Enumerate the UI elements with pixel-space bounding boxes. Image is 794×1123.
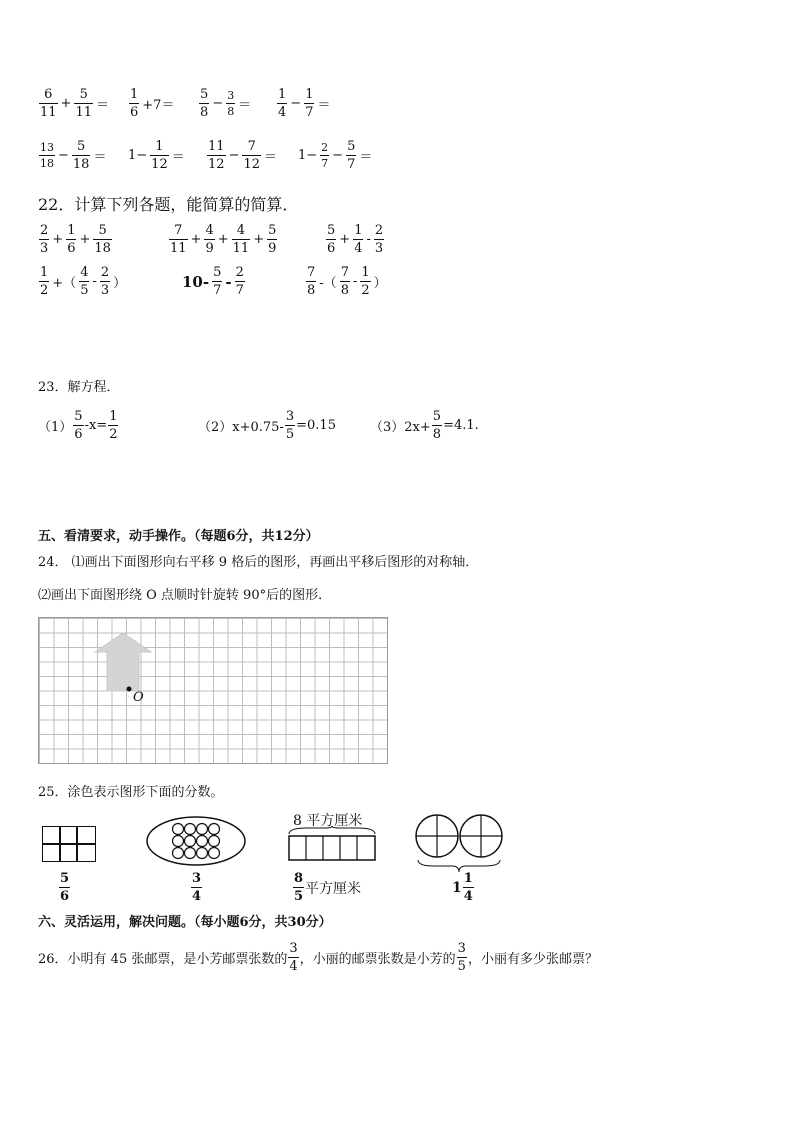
q23-problem2 xyxy=(198,410,336,441)
fraction: $\frac{3}{4}$ xyxy=(192,871,202,904)
problem-label: （1） xyxy=(38,420,73,435)
fraction: $\frac{7}{12}$ xyxy=(243,139,260,172)
fraction: $\frac{5}{6}$ xyxy=(74,409,83,442)
close-paren: ） xyxy=(373,276,387,291)
q21-row1 xyxy=(38,88,111,119)
q25-title: 25．涂色表示图形下面的分数。 xyxy=(38,785,224,800)
fraction: $\frac{13}{18}$ xyxy=(40,141,54,170)
fraction: $\frac{2}{3}$ xyxy=(40,223,49,256)
fraction: $\frac{2}{7}$ xyxy=(235,265,244,298)
equals-sign: ＝ xyxy=(96,98,110,113)
bar-outline xyxy=(289,836,375,860)
q26-part1: 26．小明有 45 张邮票，是小芳邮票张数的 xyxy=(38,952,288,967)
section6-title: 六、灵活运用，解决问题。（每小题6分，共30分） xyxy=(38,915,332,930)
operator: + xyxy=(79,232,91,247)
fraction: $\frac{5}{6}$ xyxy=(60,871,70,904)
square-grid xyxy=(38,617,388,764)
fraction: $\frac{1}{2}$ xyxy=(109,409,118,442)
expression-tail: +7＝ xyxy=(142,98,175,113)
fraction: $\frac{5}{18}$ xyxy=(94,223,111,256)
fraction: $\frac{2}{3}$ xyxy=(374,223,384,256)
arrow-shape xyxy=(95,633,151,691)
q26-part3: ，小丽有多少张邮票？ xyxy=(467,952,598,967)
q25-fraction2 xyxy=(190,872,203,903)
fraction: $\frac{7}{11}$ xyxy=(170,223,187,256)
q24-line2: ⑵画出下面图形绕 O 点顺时针旋转 90°后的图形． xyxy=(38,588,332,603)
operator: - xyxy=(92,274,97,289)
expression-lead: 1− xyxy=(298,148,318,163)
fraction: $\frac{8}{5}$ xyxy=(294,871,304,904)
fraction: $\frac{5}{9}$ xyxy=(268,223,277,256)
fraction: $\frac{1}{4}$ xyxy=(354,223,363,256)
rectangle-figure xyxy=(42,826,96,862)
fraction: $\frac{3}{5}$ xyxy=(285,409,295,442)
fraction: $\frac{4}{5}$ xyxy=(80,265,89,298)
equation-tail: =4.1. xyxy=(443,418,479,433)
section5-title: 五、看清要求，动手操作。（每题6分，共12分） xyxy=(38,529,319,544)
q21-row1-item4 xyxy=(276,88,332,119)
q22-expr6 xyxy=(305,266,389,297)
operator: + xyxy=(60,96,72,111)
ellipse-figure xyxy=(145,815,247,867)
q21-row2-item1 xyxy=(38,140,108,171)
operator: − xyxy=(332,148,344,163)
operator: − xyxy=(212,96,224,111)
arrow-figure xyxy=(39,618,387,763)
q23-problem3 xyxy=(370,410,479,441)
segmented-bar-figure xyxy=(287,826,377,864)
fraction: $\frac{1}{6}$ xyxy=(130,87,139,120)
problem-label: （3）2x+ xyxy=(370,420,431,435)
operator: - xyxy=(352,274,358,289)
fraction: $\frac{3}{4}$ xyxy=(289,941,298,974)
q25-fraction3 xyxy=(292,872,361,903)
q26-text xyxy=(38,942,598,973)
equals-sign: ＝ xyxy=(264,150,278,165)
fraction: $\frac{5}{11}$ xyxy=(75,87,92,120)
top-brace xyxy=(289,826,375,834)
fraction: $\frac{1}{4}$ xyxy=(463,871,473,904)
rotation-point xyxy=(127,687,132,692)
fraction: $\frac{5}{7}$ xyxy=(347,139,356,172)
fraction: $\frac{4}{11}$ xyxy=(232,223,250,256)
equals-sign: ＝ xyxy=(359,150,373,165)
problem-label: （2）x+0.75- xyxy=(198,420,284,435)
equals-sign: ＝ xyxy=(93,150,107,165)
fraction: $\frac{3}{5}$ xyxy=(457,941,466,974)
q25-fraction4 xyxy=(452,872,475,903)
fraction: $\frac{4}{9}$ xyxy=(205,223,214,256)
operator: + xyxy=(253,232,265,247)
circle-group xyxy=(173,824,220,859)
equals-sign: ＝ xyxy=(238,98,252,113)
fraction: $\frac{1}{12}$ xyxy=(151,139,168,172)
fraction: $\frac{11}{12}$ xyxy=(208,139,225,172)
fraction: $\frac{2}{3}$ xyxy=(100,265,110,298)
close-paren: ） xyxy=(113,276,127,291)
operator: − xyxy=(58,148,69,163)
operator: -（ xyxy=(319,276,337,291)
point-o-label: O xyxy=(133,690,144,705)
q21-row1-item2 xyxy=(128,88,176,119)
operator: − xyxy=(290,96,302,111)
expression-lead: 1− xyxy=(128,148,148,163)
fraction: $\frac{1}{6}$ xyxy=(67,223,76,256)
operator: - xyxy=(225,272,232,291)
q21-row2-item3 xyxy=(206,140,279,171)
q22-expr2 xyxy=(168,224,278,255)
operator: +（ xyxy=(52,276,77,291)
bottom-brace xyxy=(418,860,500,872)
equals-sign: ＝ xyxy=(317,98,331,113)
two-circles-figure xyxy=(414,814,506,874)
fraction: $\frac{6}{11}$ xyxy=(40,87,57,120)
fraction: $\frac{1}{2}$ xyxy=(40,265,49,298)
fraction: $\frac{3}{8}$ xyxy=(227,89,235,118)
operator: + xyxy=(190,232,202,247)
q22-expr5 xyxy=(180,266,246,297)
fraction: $\frac{5}{18}$ xyxy=(72,139,90,172)
operator: - xyxy=(366,232,371,247)
q23-problem1 xyxy=(38,410,119,441)
operator: + xyxy=(217,232,229,247)
operator: + xyxy=(339,232,351,247)
q24-line1: 24． ⑴画出下面图形向右平移 9 格后的图形，再画出平移后图形的对称轴． xyxy=(38,555,479,570)
q21-row2-item4 xyxy=(296,140,374,171)
unit-label: 平方厘米 xyxy=(305,880,362,897)
bar-area-label: 8 平方厘米 xyxy=(293,813,363,829)
operator: + xyxy=(52,232,64,247)
fraction: $\frac{1}{4}$ xyxy=(278,87,287,120)
equation-middle: -x= xyxy=(84,418,108,433)
circle-quarter-lines xyxy=(416,815,502,857)
q26-part2: ，小丽的邮票张数是小芳的 xyxy=(299,952,456,967)
fraction: $\frac{5}{8}$ xyxy=(432,409,442,442)
expression-lead: 10- xyxy=(182,272,210,291)
equals-sign: ＝ xyxy=(171,150,185,165)
fraction: $\frac{1}{7}$ xyxy=(305,87,314,120)
equation-tail: =0.15 xyxy=(296,418,336,433)
fraction: $\frac{5}{6}$ xyxy=(327,223,336,256)
fraction: $\frac{7}{8}$ xyxy=(307,265,316,298)
q23-title: 23．解方程． xyxy=(38,380,120,395)
q22-title: 22．计算下列各题，能简算的简算． xyxy=(38,195,299,214)
fraction: $\frac{5}{8}$ xyxy=(200,87,209,120)
mixed-number-whole: 1 xyxy=(452,879,462,896)
q22-expr1 xyxy=(38,224,113,255)
q22-expr4 xyxy=(38,266,128,297)
fraction: $\frac{1}{2}$ xyxy=(361,265,370,298)
operator: − xyxy=(228,148,240,163)
fraction: $\frac{2}{7}$ xyxy=(321,141,329,170)
fraction: $\frac{7}{8}$ xyxy=(340,265,349,298)
bar-dividers xyxy=(306,836,357,860)
q21-row2-item2 xyxy=(126,140,187,171)
q25-fraction1 xyxy=(58,872,71,903)
q21-row1-item3 xyxy=(198,88,253,119)
fraction: $\frac{5}{7}$ xyxy=(213,265,222,298)
q22-expr3 xyxy=(325,224,385,255)
